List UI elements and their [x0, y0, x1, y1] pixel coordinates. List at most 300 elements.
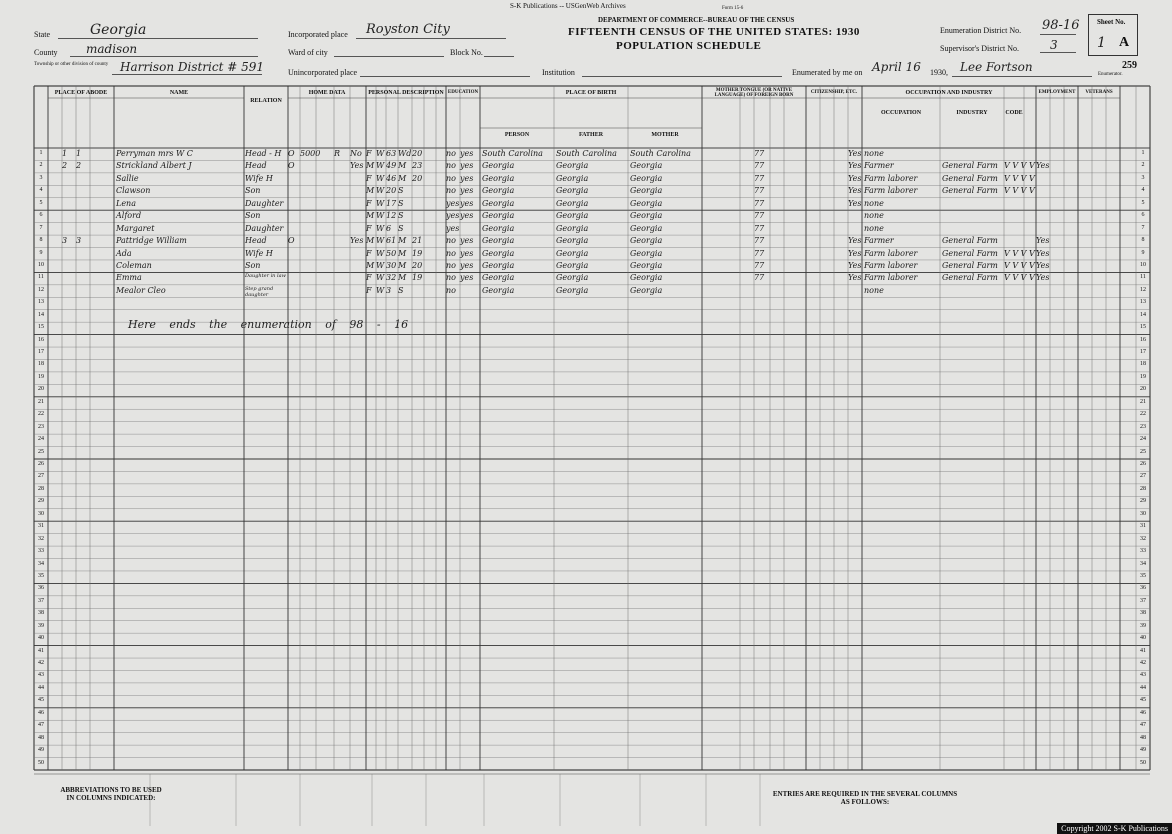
- form-number: Form 15-6: [722, 6, 744, 11]
- row-number-left: 38: [38, 610, 44, 617]
- cell-mother: South Carolina: [630, 149, 691, 158]
- cell-code: 77: [754, 186, 765, 196]
- cell-father: Georgia: [556, 161, 589, 171]
- row-number-left: 24: [38, 436, 44, 443]
- cell-birth: Georgia: [482, 173, 515, 183]
- cell-occ: Farm laborer: [864, 186, 918, 196]
- cell-rel: Son: [245, 260, 261, 270]
- row-number-left: 30: [38, 510, 44, 517]
- cell-sex: F: [366, 285, 372, 295]
- cell-sex: F: [366, 248, 372, 258]
- section-citizenship: CITIZENSHIP, ETC.: [810, 90, 858, 95]
- cell-occcode: V V V V: [1004, 273, 1035, 283]
- cell-race: W: [376, 236, 385, 246]
- cell-family: 2: [76, 161, 82, 171]
- cell-occ: Farmer: [864, 161, 894, 171]
- cell-race: W: [376, 161, 385, 171]
- cell-name: Pattridge William: [116, 236, 187, 246]
- department-line: DEPARTMENT OF COMMERCE--BUREAU OF THE CENSUS: [598, 16, 795, 24]
- row-number-right: 16: [1140, 336, 1146, 343]
- cell-farm: Yes: [350, 161, 364, 171]
- cell-father: Georgia: [556, 173, 589, 183]
- cell-work: Yes: [848, 161, 862, 171]
- section-place-of-abode: PLACE OF ABODE: [54, 90, 108, 96]
- cell-agem: 20: [412, 149, 423, 158]
- row-number-right: 46: [1140, 709, 1146, 716]
- cell-code: 77: [754, 273, 765, 283]
- cell-mother: Georgia: [630, 273, 663, 283]
- row-number-right: 1: [1141, 150, 1145, 156]
- row-number-right: 7: [1141, 224, 1145, 231]
- row-number-left: 4: [39, 187, 43, 194]
- schedule-subtitle: POPULATION SCHEDULE: [616, 40, 762, 52]
- cell-read: yes: [460, 161, 474, 171]
- cell-age: 32: [386, 273, 397, 283]
- cell-age: 46: [386, 173, 397, 183]
- cell-sex: M: [366, 236, 375, 246]
- cell-age: 17: [386, 198, 397, 208]
- row-number-right: 36: [1140, 585, 1146, 592]
- cell-age: 50: [386, 248, 397, 258]
- enum-district-value: 98-16: [1042, 18, 1080, 33]
- cell-age: 20: [386, 186, 397, 196]
- row-number-left: 29: [38, 498, 44, 505]
- cell-name: Mealor Cleo: [116, 285, 166, 295]
- row-number-right: 10: [1140, 261, 1146, 268]
- county-value: madison: [86, 42, 138, 56]
- cell-name: Clawson: [116, 186, 151, 196]
- state-label: State: [34, 30, 50, 39]
- sheet-label: Sheet No.: [1097, 18, 1126, 26]
- cell-rel: Step grand daughter: [245, 285, 274, 298]
- cell-radio: R: [334, 149, 341, 158]
- cell-marital: S: [398, 285, 404, 295]
- row-number-right: 32: [1140, 535, 1146, 542]
- row-number-right: 42: [1140, 660, 1146, 667]
- row-number-right: 28: [1140, 485, 1146, 492]
- block-label: Block No.: [450, 48, 483, 57]
- cell-school: no: [446, 186, 456, 196]
- cell-ind: General Farm: [942, 236, 998, 246]
- row-number-right: 50: [1140, 759, 1146, 766]
- row-number-left: 16: [38, 336, 44, 343]
- row-number-left: 13: [38, 299, 44, 306]
- row-number-left: 18: [38, 361, 44, 368]
- cell-mother: Georgia: [630, 198, 663, 208]
- row-number-right: 29: [1140, 498, 1146, 505]
- cell-work: Yes: [848, 273, 862, 283]
- cell-family: 1: [76, 149, 82, 158]
- cell-agem: 19: [412, 273, 423, 283]
- cell-father: Georgia: [556, 198, 589, 208]
- row-number-left: 5: [39, 199, 43, 206]
- cell-code: 77: [754, 236, 765, 246]
- cell-age: 6: [386, 223, 392, 233]
- cell-birth: South Carolina: [482, 149, 543, 158]
- cell-age: 63: [386, 149, 397, 158]
- row-number-right: 15: [1140, 324, 1146, 331]
- row-number-right: 23: [1140, 423, 1146, 430]
- row-number-left: 42: [38, 660, 44, 667]
- state-value: Georgia: [90, 22, 147, 38]
- row-number-right: 37: [1140, 597, 1146, 604]
- cell-empl: Yes: [1036, 248, 1050, 258]
- cell-agem: 21: [412, 236, 423, 246]
- cell-age: 30: [386, 260, 397, 270]
- cell-school: no: [446, 161, 456, 171]
- row-number-left: 48: [38, 734, 44, 741]
- footer-abbreviations: ABBREVIATIONS TO BE USED IN COLUMNS INDICATED:: [60, 786, 162, 802]
- section-mother-tongue: MOTHER TONGUE (OR NATIVE LANGUAGE) OF FOREIGN BORN: [714, 88, 794, 98]
- row-number-right: 5: [1141, 199, 1145, 206]
- cell-sex: M: [366, 211, 375, 221]
- row-number-left: 12: [38, 286, 44, 293]
- cell-marital: S: [398, 223, 404, 233]
- cell-rel: Wife H: [245, 173, 273, 183]
- cell-school: no: [446, 236, 456, 246]
- cell-occcode: V V V V: [1004, 186, 1035, 196]
- row-number-left: 44: [38, 684, 44, 691]
- row-number-left: 6: [39, 212, 43, 219]
- cell-occ: none: [864, 223, 884, 233]
- cell-read: yes: [460, 211, 474, 221]
- cell-mother: Georgia: [630, 223, 663, 233]
- cell-name: Coleman: [116, 260, 152, 270]
- row-number-right: 47: [1140, 722, 1146, 729]
- row-number-left: 22: [38, 411, 44, 418]
- row-number-right: 26: [1140, 461, 1146, 467]
- row-number-left: 31: [38, 523, 44, 530]
- cell-value: 5000: [300, 149, 321, 158]
- row-number-right: 9: [1141, 249, 1145, 256]
- copyright-notice: Copyright 2002 S-K Publications: [1057, 823, 1172, 834]
- row-number-right: 11: [1140, 274, 1146, 281]
- row-number-left: 49: [38, 747, 44, 754]
- row-number-left: 1: [39, 150, 43, 156]
- row-number-left: 7: [39, 224, 43, 231]
- cell-race: W: [376, 285, 385, 295]
- cell-marital: M: [398, 236, 407, 246]
- cell-sex: M: [366, 161, 375, 171]
- section-name: NAME: [169, 90, 189, 96]
- incorporated-value: Royston City: [366, 22, 450, 37]
- cell-rel: Head - H: [245, 149, 282, 158]
- cell-mother: Georgia: [630, 211, 663, 221]
- stamp-number: 259: [1122, 60, 1137, 71]
- incorporated-label: Incorporated place: [288, 30, 348, 39]
- cell-ind: General Farm: [942, 161, 998, 171]
- cell-sex: F: [366, 173, 372, 183]
- row-number-right: 25: [1140, 448, 1146, 455]
- cell-birth: Georgia: [482, 161, 515, 171]
- cell-occ: none: [864, 149, 884, 158]
- cell-rel: Daughter in law: [245, 273, 286, 280]
- enumerated-label: Enumerated by me on: [792, 68, 863, 77]
- cell-school: no: [446, 285, 456, 295]
- cell-occcode: V V V V: [1004, 173, 1035, 183]
- cell-read: yes: [460, 248, 474, 258]
- row-number-left: 32: [38, 535, 44, 542]
- cell-code: 77: [754, 223, 765, 233]
- cell-work: Yes: [848, 198, 862, 208]
- cell-race: W: [376, 260, 385, 270]
- cell-occ: none: [864, 198, 884, 208]
- cell-sex: M: [366, 186, 375, 196]
- cell-tenure: O: [288, 236, 295, 246]
- section-education: EDUCATION: [447, 90, 479, 95]
- cell-father: Georgia: [556, 223, 589, 233]
- cell-read: yes: [460, 273, 474, 283]
- row-number-left: 46: [38, 709, 44, 716]
- row-number-right: 41: [1140, 647, 1146, 654]
- section-place-of-birth: PLACE OF BIRTH: [565, 90, 617, 96]
- section-veterans: VETERANS: [1085, 90, 1113, 95]
- cell-occ: Farmer: [864, 236, 894, 246]
- county-label: County: [34, 48, 58, 57]
- cell-work: Yes: [848, 173, 862, 183]
- cell-birth: Georgia: [482, 223, 515, 233]
- cell-occ: Farm laborer: [864, 260, 918, 270]
- cell-father: Georgia: [556, 186, 589, 196]
- section-relation: RELATION: [250, 98, 282, 104]
- row-number-left: 50: [38, 759, 44, 766]
- cell-empl: Yes: [1036, 161, 1050, 171]
- cell-marital: M: [398, 161, 407, 171]
- row-number-right: 33: [1140, 548, 1146, 555]
- row-number-left: 9: [39, 249, 43, 256]
- cell-ind: General Farm: [942, 248, 998, 258]
- cell-dwelling: 1: [62, 149, 68, 158]
- section-occupation: OCCUPATION AND INDUSTRY: [905, 90, 993, 96]
- colhdr-father: FATHER: [578, 132, 604, 138]
- cell-birth: Georgia: [482, 211, 515, 221]
- cell-sex: F: [366, 198, 372, 208]
- cell-agem: 23: [412, 161, 423, 171]
- cell-mother: Georgia: [630, 161, 663, 171]
- cell-work: Yes: [848, 186, 862, 196]
- township-label: Township or other division of county: [34, 62, 109, 67]
- cell-father: Georgia: [556, 273, 589, 283]
- cell-age: 61: [386, 236, 397, 246]
- cell-occ: Farm laborer: [864, 273, 918, 283]
- enumerator-name: Lee Fortson: [960, 60, 1033, 74]
- cell-age: 3: [386, 285, 392, 295]
- cell-code: 77: [754, 149, 765, 158]
- cell-dwelling: 3: [62, 236, 68, 246]
- enum-district-label: Enumeration District No.: [940, 26, 1022, 35]
- cell-name: Alford: [116, 211, 142, 221]
- cell-ind: General Farm: [942, 186, 998, 196]
- row-number-right: 19: [1140, 373, 1146, 380]
- cell-code: 77: [754, 173, 765, 183]
- colhdr-industry: INDUSTRY: [956, 110, 988, 116]
- cell-race: W: [376, 186, 385, 196]
- cell-read: yes: [460, 260, 474, 270]
- cell-marital: Wd: [398, 149, 412, 158]
- cell-family: 3: [76, 236, 82, 246]
- cell-father: Georgia: [556, 211, 589, 221]
- cell-birth: Georgia: [482, 260, 515, 270]
- cell-race: W: [376, 198, 385, 208]
- supervisor-label: Supervisor's District No.: [940, 44, 1019, 53]
- enumerated-date: April 16: [872, 60, 921, 74]
- cell-mother: Georgia: [630, 186, 663, 196]
- cell-school: no: [446, 173, 456, 183]
- cell-occ: Farm laborer: [864, 248, 918, 258]
- row-number-right: 43: [1140, 672, 1146, 679]
- cell-agem: 20: [412, 173, 423, 183]
- row-number-left: 34: [38, 560, 44, 567]
- row-number-right: 35: [1140, 572, 1146, 579]
- cell-rel: Daughter: [245, 198, 284, 208]
- cell-rel: Daughter: [245, 223, 284, 233]
- cell-code: 77: [754, 198, 765, 208]
- row-number-right: 4: [1141, 187, 1145, 194]
- sheet-number: 1: [1097, 35, 1106, 51]
- row-number-right: 31: [1140, 523, 1146, 530]
- row-number-left: 15: [38, 324, 44, 331]
- cell-school: no: [446, 260, 456, 270]
- cell-agem: 20: [412, 260, 423, 270]
- cell-empl: Yes: [1036, 260, 1050, 270]
- footer-entries: ENTRIES ARE REQUIRED IN THE SEVERAL COLUMNS AS FOLLOWS:: [772, 790, 958, 806]
- sheet-letter: A: [1119, 35, 1130, 50]
- row-number-left: 43: [38, 672, 44, 679]
- row-number-right: 8: [1141, 237, 1145, 244]
- row-number-right: 20: [1140, 386, 1146, 393]
- cell-marital: M: [398, 248, 407, 258]
- row-number-right: 13: [1140, 299, 1146, 306]
- row-number-right: 14: [1140, 311, 1146, 318]
- row-number-left: 27: [38, 473, 44, 480]
- cell-farm: No: [350, 149, 362, 158]
- cell-dwelling: 2: [62, 161, 68, 171]
- colhdr-mother: MOTHER: [651, 132, 679, 138]
- row-number-right: 38: [1140, 610, 1146, 617]
- cell-name: Emma: [116, 273, 142, 283]
- unincorporated-label: Unincorporated place: [288, 68, 358, 77]
- cell-age: 12: [386, 211, 397, 221]
- cell-tenure: O: [288, 149, 295, 158]
- cell-ind: General Farm: [942, 173, 998, 183]
- cell-marital: S: [398, 198, 404, 208]
- cell-occ: none: [864, 211, 884, 221]
- cell-age: 49: [386, 161, 397, 171]
- cell-father: Georgia: [556, 260, 589, 270]
- row-number-right: 2: [1141, 162, 1145, 169]
- cell-birth: Georgia: [482, 236, 515, 246]
- cell-birth: Georgia: [482, 186, 515, 196]
- row-number-left: 23: [38, 423, 44, 430]
- cell-marital: M: [398, 173, 407, 183]
- supervisor-value: 3: [1050, 38, 1058, 52]
- cell-read: yes: [460, 173, 474, 183]
- cell-ind: General Farm: [942, 260, 998, 270]
- row-number-left: 36: [38, 585, 44, 592]
- row-number-left: 35: [38, 572, 44, 579]
- cell-birth: Georgia: [482, 273, 515, 283]
- row-number-right: 3: [1141, 174, 1145, 181]
- colhdr-person: PERSON: [504, 132, 530, 138]
- cell-mother: Georgia: [630, 260, 663, 270]
- cell-race: W: [376, 273, 385, 283]
- cell-school: no: [446, 149, 456, 158]
- schedule-title: FIFTEENTH CENSUS OF THE UNITED STATES: 1930: [568, 26, 860, 38]
- row-number-right: 6: [1141, 212, 1145, 219]
- cell-marital: M: [398, 273, 407, 283]
- row-number-left: 40: [38, 635, 44, 642]
- cell-empl: Yes: [1036, 236, 1050, 246]
- cell-school: yes: [446, 211, 460, 221]
- cell-father: Georgia: [556, 236, 589, 246]
- colhdr-code: CODE: [1005, 110, 1023, 116]
- row-number-right: 22: [1140, 411, 1146, 418]
- cell-mother: Georgia: [630, 173, 663, 183]
- row-number-left: 21: [38, 398, 44, 405]
- cell-occcode: V V V V: [1004, 161, 1035, 171]
- cell-race: W: [376, 149, 385, 158]
- colhdr-occupation: OCCUPATION: [880, 110, 922, 116]
- cell-work: Yes: [848, 149, 862, 158]
- row-number-left: 45: [38, 697, 44, 704]
- row-number-right: 34: [1140, 560, 1146, 567]
- cell-rel: Head: [245, 161, 267, 171]
- cell-rel: Son: [245, 186, 261, 196]
- cell-read: yes: [460, 186, 474, 196]
- row-number-right: 12: [1140, 286, 1146, 293]
- row-number-right: 30: [1140, 510, 1146, 517]
- row-number-left: 20: [38, 386, 44, 393]
- cell-mother: Georgia: [630, 236, 663, 246]
- cell-read: yes: [460, 149, 474, 158]
- cell-school: yes: [446, 223, 460, 233]
- row-number-right: 48: [1140, 734, 1146, 741]
- cell-code: 77: [754, 211, 765, 221]
- cell-sex: F: [366, 149, 372, 158]
- row-number-left: 47: [38, 722, 44, 729]
- cell-name: Lena: [116, 198, 136, 208]
- row-number-right: 49: [1140, 747, 1146, 754]
- cell-race: W: [376, 211, 385, 221]
- row-number-right: 27: [1140, 473, 1146, 480]
- cell-work: Yes: [848, 260, 862, 270]
- row-number-left: 19: [38, 373, 44, 380]
- row-number-left: 33: [38, 548, 44, 555]
- publisher-line: S-K Publications -- USGenWeb Archives: [510, 2, 626, 10]
- section-personal: PERSONAL DESCRIPTION: [368, 90, 444, 96]
- row-number-left: 11: [38, 274, 44, 281]
- row-number-left: 41: [38, 647, 44, 654]
- cell-occ: Farm laborer: [864, 173, 918, 183]
- row-number-left: 17: [38, 349, 44, 356]
- cell-sex: M: [366, 260, 375, 270]
- row-number-right: 17: [1140, 349, 1146, 356]
- institution-label: Institution: [542, 68, 575, 77]
- cell-tenure: O: [288, 161, 295, 171]
- cell-birth: Georgia: [482, 285, 515, 295]
- cell-occ: none: [864, 285, 884, 295]
- cell-name: Margaret: [116, 223, 155, 233]
- cell-agem: 19: [412, 248, 423, 258]
- cell-occcode: V V V V: [1004, 260, 1035, 270]
- cell-read: yes: [460, 198, 474, 208]
- cell-mother: Georgia: [630, 285, 663, 295]
- row-number-left: 2: [39, 162, 43, 169]
- cell-school: no: [446, 248, 456, 258]
- cell-school: no: [446, 273, 456, 283]
- row-number-left: 8: [39, 237, 43, 244]
- section-employment: EMPLOYMENT: [1038, 90, 1076, 95]
